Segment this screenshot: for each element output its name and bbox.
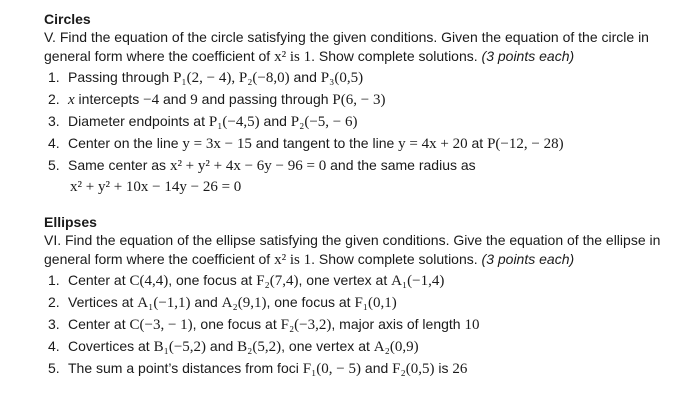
problem-text: The sum a point’s distances from foci bbox=[68, 360, 303, 376]
problem-text: , one focus at bbox=[266, 294, 355, 310]
problem-math: B₁(−5,2) bbox=[153, 339, 207, 355]
circles-points-hint: (3 points each) bbox=[481, 48, 575, 64]
problem-text: and the same radius as bbox=[326, 157, 476, 173]
problem-number: 5. bbox=[48, 360, 60, 376]
problem-math: P₁(2, − 4), P₂(−8,0) bbox=[173, 70, 290, 86]
circles-intro-a: V. Find the equation of the circle satisfying the given conditions. Given the equation of the circle in general form where the coefficient of bbox=[44, 29, 649, 64]
problem-number: 2. bbox=[48, 294, 60, 310]
problem-math: C(4,4) bbox=[129, 273, 169, 289]
problem-math: A₁(−1,4) bbox=[391, 273, 445, 289]
problem-math: 9 bbox=[190, 92, 198, 108]
ellipses-intro-math: x² is 1 bbox=[274, 252, 312, 268]
section-spacer bbox=[44, 198, 684, 213]
circles-title: Circles bbox=[44, 11, 91, 27]
problem-math: F₂(−3,2) bbox=[280, 317, 332, 333]
problem-text: , major axis of length bbox=[331, 316, 465, 332]
problem-number: 3. bbox=[48, 316, 60, 332]
problem-text: Vertices at bbox=[68, 294, 138, 310]
problem-math: A₂(9,1) bbox=[221, 295, 267, 311]
problem-math: F₁(0, − 5) bbox=[302, 361, 362, 377]
problem-text: and passing through bbox=[197, 91, 333, 107]
ellipses-problem-3 bbox=[44, 314, 684, 336]
problem-text: intercepts bbox=[74, 91, 144, 107]
problem-math: 10 bbox=[464, 317, 480, 333]
problem-math: P₃(0,5) bbox=[320, 70, 364, 86]
problem-text: , one vertex at bbox=[298, 272, 392, 288]
problem-text: and bbox=[159, 91, 191, 107]
problem-math: F₁(0,1) bbox=[354, 295, 397, 311]
problem-text: Passing through bbox=[68, 69, 174, 85]
ellipses-title: Ellipses bbox=[44, 214, 97, 230]
problem-math: F₂(7,4) bbox=[256, 273, 299, 289]
circles-problem-5 bbox=[44, 155, 684, 198]
ellipses-problem-4 bbox=[44, 336, 684, 358]
problem-math: x² + y² + 10x − 14y − 26 = 0 bbox=[70, 179, 242, 195]
circles-intro-math: x² is 1 bbox=[274, 49, 312, 65]
problem-math: A₂(0,9) bbox=[373, 339, 419, 355]
problem-math: F₂(0,5) bbox=[392, 361, 435, 377]
problem-math: y = 4x + 20 bbox=[398, 136, 468, 152]
problem-number: 5. bbox=[48, 157, 60, 173]
circles-intro-b: . Show complete solutions. bbox=[311, 48, 478, 64]
ellipses-intro-b: . Show complete solutions. bbox=[311, 251, 478, 267]
problem-text: and bbox=[361, 360, 393, 376]
problem-number: 3. bbox=[48, 113, 60, 129]
problem-number: 4. bbox=[48, 338, 60, 354]
problem-text: Center at bbox=[68, 316, 130, 332]
problem-text: , one vertex at bbox=[281, 338, 374, 354]
problem-text: is bbox=[434, 360, 453, 376]
circles-problem-list bbox=[44, 67, 684, 198]
ellipses-points-hint: (3 points each) bbox=[481, 251, 575, 267]
problem-math: P(6, − 3) bbox=[332, 92, 386, 108]
problem-text: and bbox=[190, 294, 222, 310]
circles-problem-4 bbox=[44, 133, 684, 155]
problem-math: −4 bbox=[143, 92, 160, 108]
problem-number: 1. bbox=[48, 69, 60, 85]
problem-math: P₁(−4,5) bbox=[208, 114, 260, 130]
circles-problem-2 bbox=[44, 89, 684, 111]
problem-math: 26 bbox=[452, 361, 468, 377]
problem-math: P₂(−5, − 6) bbox=[290, 114, 358, 130]
problem-text: and bbox=[259, 113, 291, 129]
ellipses-problem-5 bbox=[44, 358, 684, 380]
problem-text: and tangent to the line bbox=[251, 135, 399, 151]
ellipses-instructions bbox=[44, 231, 684, 270]
circles-problem-3 bbox=[44, 111, 684, 133]
ellipses-problem-1 bbox=[44, 270, 684, 292]
problem-text: Same center as bbox=[68, 157, 170, 173]
circles-instructions bbox=[44, 28, 684, 67]
problem-text: at bbox=[467, 135, 488, 151]
problem-number: 4. bbox=[48, 135, 60, 151]
problem-text: Covertices at bbox=[68, 338, 154, 354]
ellipses-problem-list bbox=[44, 270, 684, 380]
problem-text: , one focus at bbox=[192, 316, 281, 332]
problem-math: A₁(−1,1) bbox=[137, 295, 191, 311]
problem-math: C(−3, − 1) bbox=[129, 317, 193, 333]
problem-text: Center on the line bbox=[68, 135, 183, 151]
problem-text: and bbox=[289, 69, 321, 85]
problem-math: y = 3x − 15 bbox=[182, 136, 252, 152]
problem-number: 2. bbox=[48, 91, 60, 107]
problem-text: Center at bbox=[68, 272, 130, 288]
problem-text: , one focus at bbox=[168, 272, 257, 288]
problem-number: 1. bbox=[48, 272, 60, 288]
problem-math: B₂(5,2) bbox=[237, 339, 282, 355]
problem-text: Diameter endpoints at bbox=[68, 113, 209, 129]
ellipses-problem-2 bbox=[44, 292, 684, 314]
problem-math: P(−12, − 28) bbox=[487, 136, 564, 152]
problem-math: x bbox=[68, 92, 75, 108]
ellipses-intro-a: VI. Find the equation of the ellipse satisfying the given conditions. Give the equation of the ellipse in general form where the coefficient of bbox=[44, 232, 661, 267]
problem-text: and bbox=[206, 338, 238, 354]
circles-problem-1 bbox=[44, 67, 684, 89]
worksheet-page bbox=[44, 10, 684, 380]
problem-math: x² + y² + 4x − 6y − 96 = 0 bbox=[169, 158, 327, 174]
